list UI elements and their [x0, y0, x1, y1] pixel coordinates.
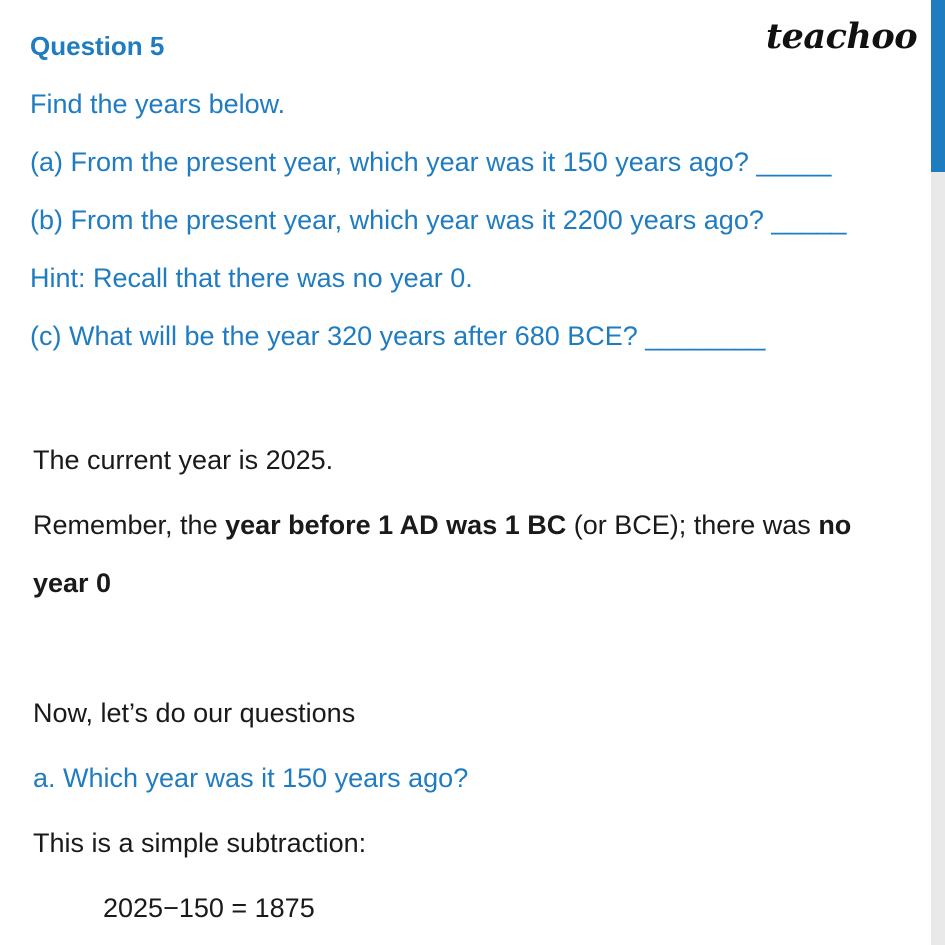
solution-sub-a-title: a. Which year was it 150 years ago? — [33, 763, 469, 793]
remember-bold-no: no — [818, 510, 852, 540]
question-intro: Find the years below. — [30, 89, 286, 119]
question-part-a: (a) From the present year, which year was it 150 years ago? _____ — [30, 147, 832, 177]
remember-bold-year-before: year before 1 AD was 1 BC — [225, 510, 567, 540]
remember-bold-year-zero: year 0 — [33, 568, 112, 598]
solution-remember-line — [33, 508, 851, 542]
question-part-b: (b) From the present year, which year was it 2200 years ago? _____ — [30, 205, 847, 235]
question-title: Question 5 — [30, 31, 165, 61]
solution-current-year: The current year is 2025. — [33, 445, 334, 475]
remember-prefix: Remember, the — [33, 510, 226, 540]
solution-now: Now, let’s do our questions — [33, 698, 356, 728]
solution-sub-a-text: This is a simple subtraction: — [33, 828, 367, 858]
solution-sub-a-calc: 2025−150 = 1875 — [103, 893, 315, 923]
solution-remember-line-2 — [33, 566, 111, 600]
right-scroll-thumb[interactable] — [931, 0, 945, 172]
teachoo-logo: teachoo — [766, 16, 918, 57]
question-part-c: (c) What will be the year 320 years after 680 BCE? ________ — [30, 321, 766, 351]
question-hint: Hint: Recall that there was no year 0. — [30, 263, 473, 293]
remember-middle: (or BCE); there was — [566, 510, 819, 540]
